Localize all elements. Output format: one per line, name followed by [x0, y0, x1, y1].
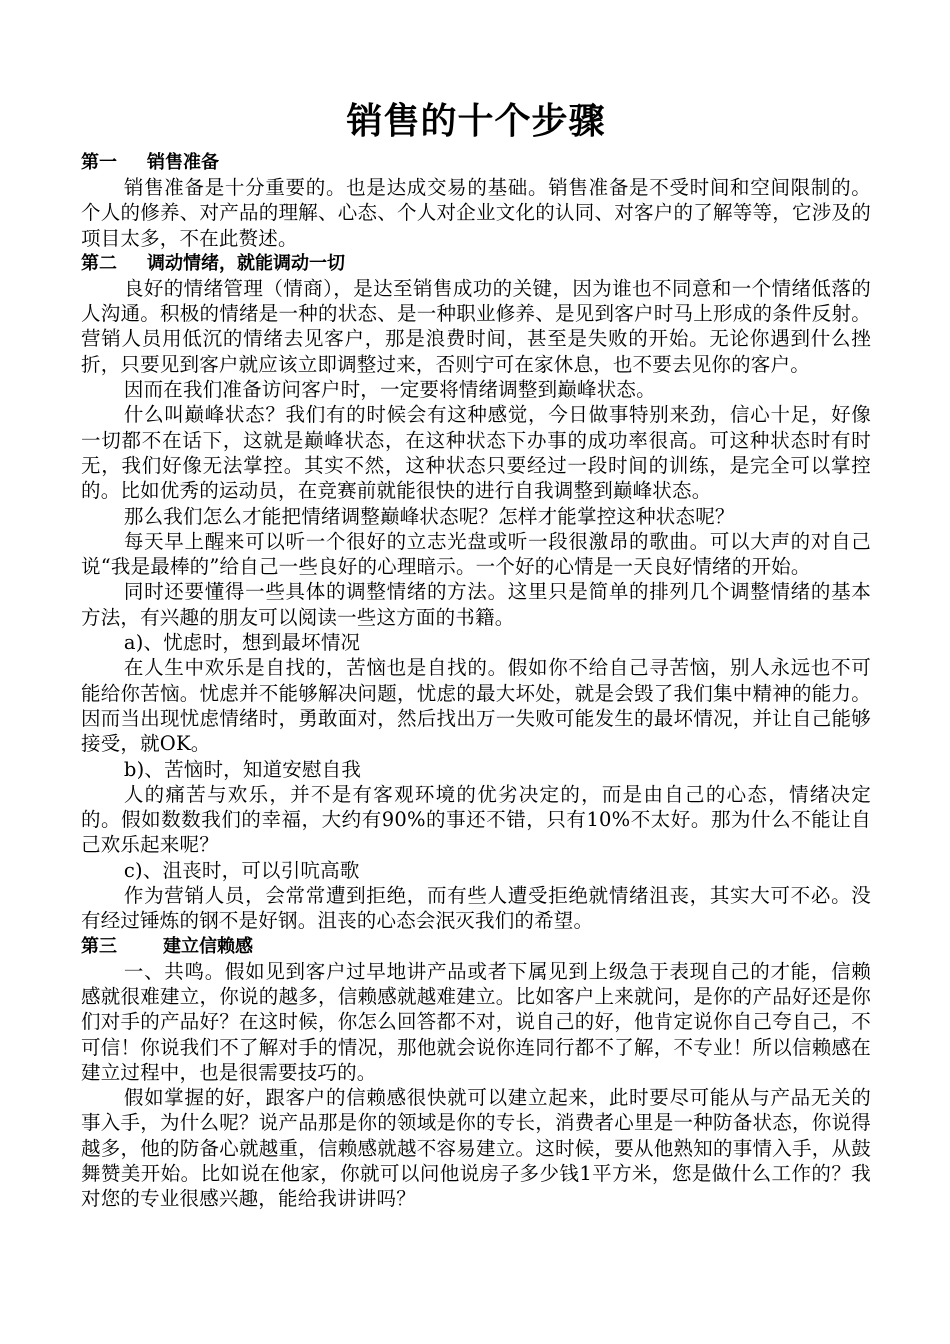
section-heading	[81, 934, 871, 959]
list-item-heading: b)、苦恼时，知道安慰自我	[123, 757, 362, 781]
section-number: 第二	[81, 252, 117, 274]
section-heading	[81, 150, 871, 175]
paragraph: 作为营销人员，会常常遭到拒绝，而有些人遭受拒绝就情绪沮丧，其实大可不必。没有经过锤炼的钢不是好钢。沮丧的心态会泯灭我们的希望。	[81, 884, 871, 933]
list-item-heading: a)、忧虑时，想到最坏情况	[123, 631, 361, 655]
document-title: 销售的十个步骤	[346, 100, 606, 142]
paragraph: 什么叫巅峰状态？我们有的时候会有这种感觉，今日做事特别来劲，信心十足，好像一切都不在话下，这就是巅峰状态，在这种状态下办事的成功率很高。可这种状态时有时无，我们好像无法掌控。其实不然，这种状态只要经过一段时间的训练，是完全可以掌控的。比如优秀的运动员，在竞赛前就能很快的进行自我调整到巅峰状态。	[81, 403, 871, 503]
section-number: 第三	[81, 935, 117, 957]
paragraph: 人的痛苦与欢乐，并不是有客观环境的优劣决定的，而是由自己的心态，情绪决定的。假如数数我们的幸福，大约有90%的事还不错，只有10%不太好。那为什么不能让自己欢乐起来呢？	[81, 782, 871, 857]
section-title: 调动情绪，就能调动一切	[147, 252, 345, 274]
paragraph: 因而在我们准备访问客户时，一定要将情绪调整到巅峰状态。	[123, 378, 656, 402]
section-number: 第一	[81, 152, 117, 173]
paragraph: 在人生中欢乐是自找的，苦恼也是自找的。假如你不给自己寻苦恼，别人永远也不可能给你苦恼。忧虑并不能够解决问题，忧虑的最大坏处，就是会毁了我们集中精神的能力。因而当出现忧虑情绪时，勇敢面对，然后找出万一失败可能发生的最坏情况，并让自己能够接受，就OK。	[81, 656, 871, 756]
paragraph: 一、共鸣。假如见到客户过早地讲产品或者下属见到上级急于表现自己的才能，信赖感就很难建立，你说的越多，信赖感就越难建立。比如客户上来就问，是你的产品好还是你们对手的产品好？在这时候，你怎么回答都不对，说自己的好，他肯定说你自己夸自己，不可信！你说我们不了解对手的情况，那他就会说你连同行都不了解，不专业！所以信赖感在建立过程中，也是很需要技巧的。	[81, 959, 871, 1084]
list-item-heading: c)、沮丧时，可以引吭高歌	[123, 858, 360, 882]
paragraph: 销售准备是十分重要的。也是达成交易的基础。销售准备是不受时间和空间限制的。个人的修养、对产品的理解、心态、个人对企业文化的认同、对客户的了解等等，它涉及的项目太多，不在此赘述。	[81, 176, 871, 250]
section-title: 销售准备	[147, 152, 219, 173]
section-2	[81, 251, 871, 934]
paragraph: 良好的情绪管理（情商），是达至销售成功的关键，因为谁也不同意和一个情绪低落的人沟通。积极的情绪是一种的状态、是一种职业修养、是见到客户时马上形成的条件反射。营销人员用低沉的情绪去见客户，那是浪费时间，甚至是失败的开始。无论你遇到什么挫折，只要见到客户就应该立即调整过来，否则宁可在家休息，也不要去见你的客户。	[81, 276, 871, 376]
document-page	[81, 96, 871, 1212]
paragraph: 那么我们怎么才能把情绪调整巅峰状态呢？怎样才能掌控这种状态呢？	[123, 504, 735, 528]
paragraph: 假如掌握的好，跟客户的信赖感很快就可以建立起来，此时要尽可能从与产品无关的事入手，为什么呢？说产品那是你的领域是你的专长，消费者心里是一种防备状态，你说得越多，他的防备心就越重，信赖感就越不容易建立。这时候，要从他熟知的事情入手，从鼓舞赞美开始。比如说在他家，你就可以问他说房子多少钱1平方米，您是做什么工作的？我对您的专业很感兴趣，能给我讲讲吗？	[81, 1086, 871, 1211]
paragraph: 每天早上醒来可以听一个很好的立志光盘或听一段很激昂的歌曲。可以大声的对自己说“我是最棒的”给自己一些良好的心理暗示。一个好的心情是一天良好情绪的开始。	[81, 529, 871, 579]
section-title: 建立信赖感	[163, 935, 253, 957]
paragraph: 同时还要懂得一些具体的调整情绪的方法。这里只是简单的排列几个调整情绪的基本方法，有兴趣的朋友可以阅读一些这方面的书籍。	[81, 580, 871, 629]
section-heading	[81, 251, 871, 276]
section-1	[81, 150, 871, 251]
section-3	[81, 934, 871, 1212]
